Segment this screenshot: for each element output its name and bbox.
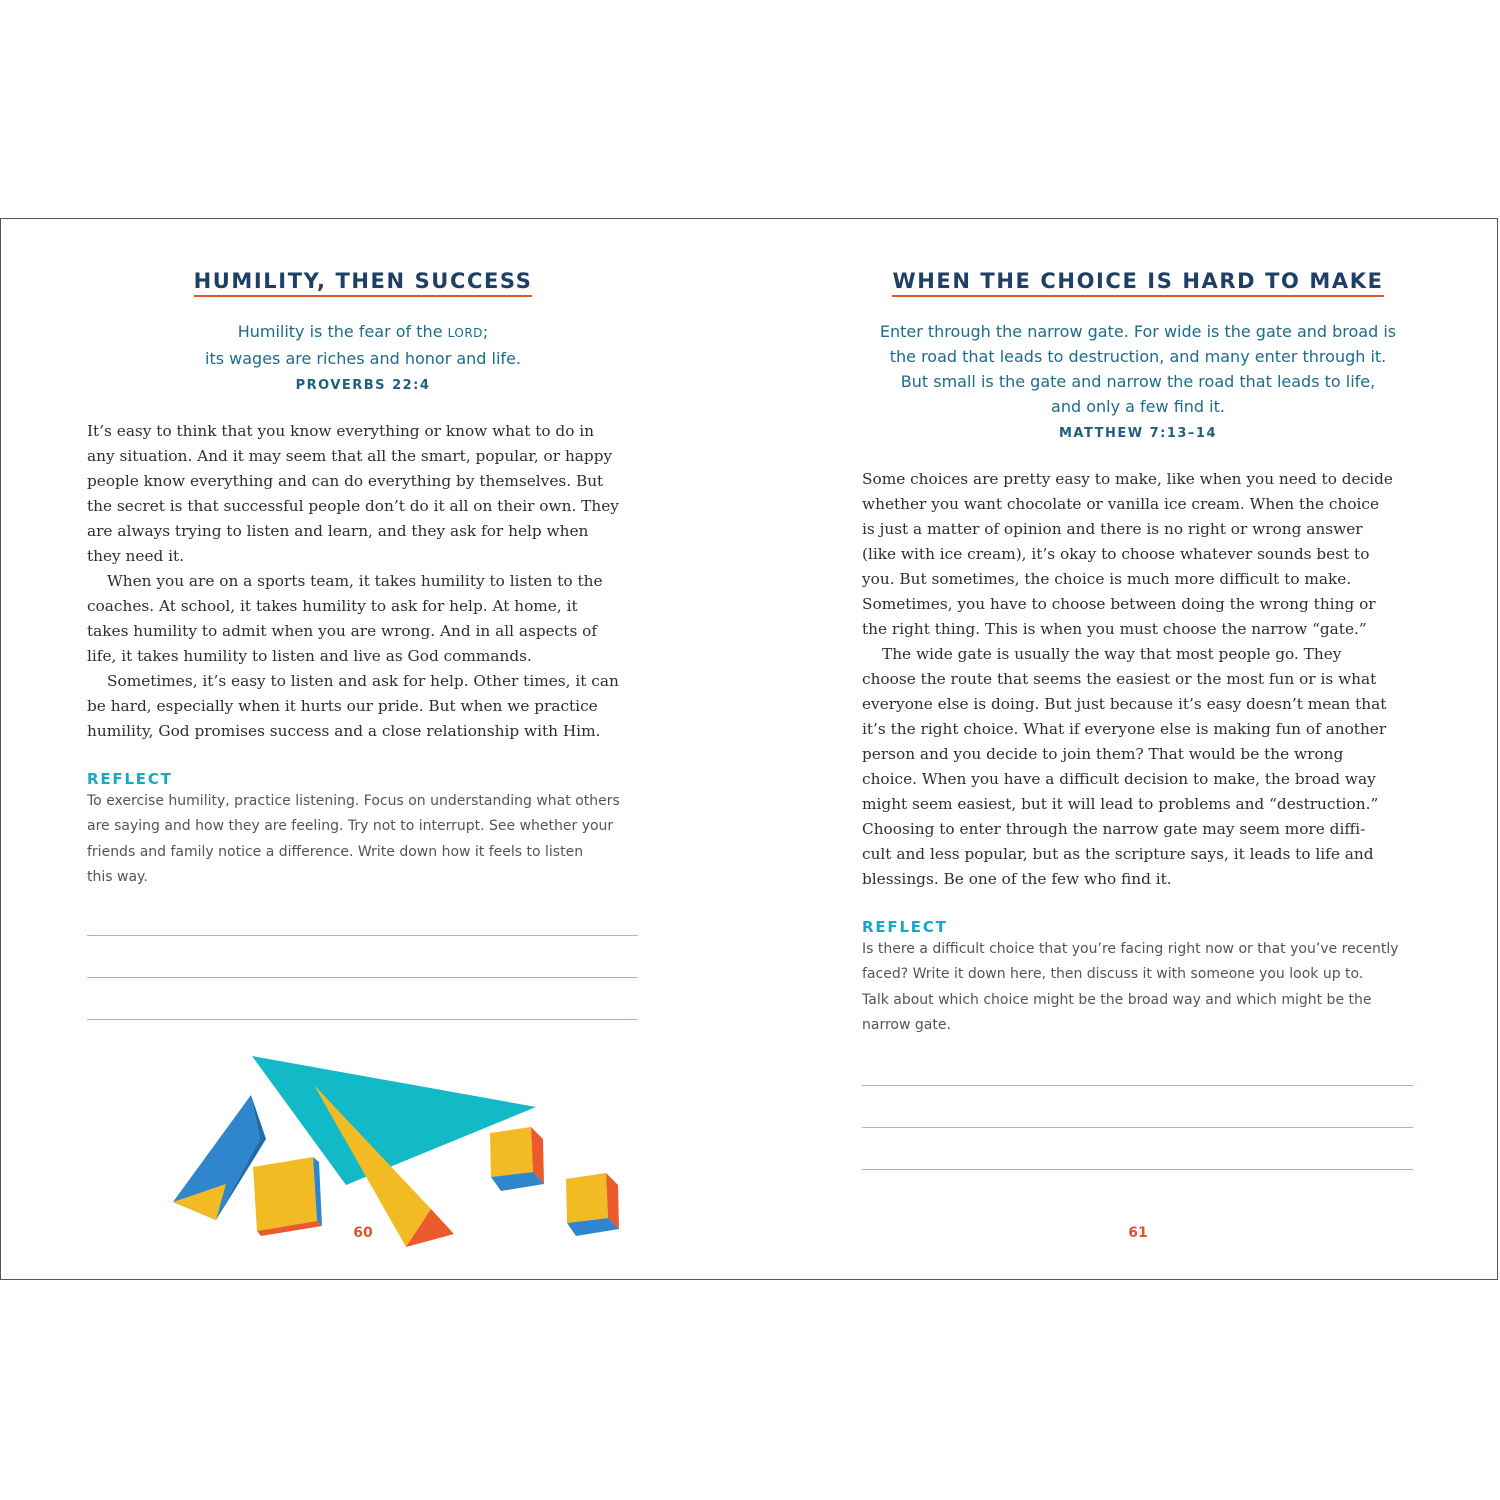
body-line: takes humility to admit when you are wrong. And in all aspects of xyxy=(87,622,598,640)
right-verse-line: Enter through the narrow gate. For wide is the gate and broad is xyxy=(879,322,1397,341)
body-line: you. But sometimes, the choice is much more difficult to make. xyxy=(862,570,1352,588)
body-line: It’s easy to think that you know everything or know what to do in xyxy=(87,422,595,440)
body-line: Sometimes, it’s easy to listen and ask for help. Other times, it can xyxy=(107,672,619,690)
page-number-right: 61 xyxy=(1128,1225,1148,1241)
reflect-line: To exercise humility, practice listening. Focus on understanding what others xyxy=(87,793,620,809)
right-writing-lines xyxy=(862,1085,1413,1211)
body-line: might seem easiest, but it will lead to problems and “destruction.” xyxy=(862,795,1379,813)
body-line: cult and less popular, but as the scripture says, it leads to life and xyxy=(862,845,1374,863)
body-line: people know everything and can do everything by themselves. But xyxy=(87,472,604,490)
body-line: is just a matter of opinion and there is no right or wrong answer xyxy=(862,520,1363,538)
body-line: humility, God promises success and a close relationship with Him. xyxy=(87,722,601,740)
right-verse-line: the road that leads to destruction, and many enter through it. xyxy=(889,347,1387,366)
left-verse-line: Humility is the fear of the LORD; xyxy=(237,322,489,341)
page-number-left: 60 xyxy=(353,1225,373,1241)
left-verse-reference: PROVERBS 22:4 xyxy=(295,378,431,393)
right-reflect-heading: REFLECT xyxy=(862,918,948,936)
writing-line[interactable] xyxy=(862,1169,1413,1170)
body-line: everyone else is doing. But just because it’s easy doesn’t mean that xyxy=(862,695,1387,713)
body-line: (like with ice cream), it’s okay to choose whatever sounds best to xyxy=(862,545,1370,563)
small-cube-shape xyxy=(490,1127,533,1177)
body-line: Sometimes, you have to choose between doing the wrong thing or xyxy=(862,595,1376,613)
body-line: it’s the right choice. What if everyone else is making fun of another xyxy=(862,720,1387,738)
body-line: choose the route that seems the easiest or the most fun or is what xyxy=(862,670,1377,688)
yellow-cube-shape xyxy=(253,1157,317,1231)
left-reflect-heading: REFLECT xyxy=(87,770,173,788)
right-reflect-prompt xyxy=(862,937,1414,1038)
right-page xyxy=(862,219,1414,1279)
body-line: the right thing. This is when you must choose the narrow “gate.” xyxy=(862,620,1367,638)
reflect-line: faced? Write it down here, then discuss it with someone you look up to. xyxy=(862,966,1364,983)
body-line: any situation. And it may seem that all the smart, popular, or happy xyxy=(87,447,613,465)
body-line: whether you want chocolate or vanilla ice cream. When the choice xyxy=(862,495,1380,513)
reflect-line: are saying and how they are feeling. Try not to interrupt. See whether your xyxy=(87,818,614,835)
right-page-title: WHEN THE CHOICE IS HARD TO MAKE xyxy=(892,269,1383,297)
writing-line[interactable] xyxy=(862,1085,1413,1086)
left-verse-line: its wages are riches and honor and life. xyxy=(205,349,521,368)
body-line: they need it. xyxy=(87,547,185,565)
book-spread xyxy=(0,218,1498,1280)
small-cube-shape xyxy=(566,1173,608,1223)
right-verse-line: But small is the gate and narrow the road that leads to life, xyxy=(900,372,1376,391)
body-line: the secret is that successful people don’t do it all on their own. They xyxy=(87,497,619,515)
reflect-line: Is there a difficult choice that you’re facing right now or that you’ve recently xyxy=(862,941,1399,957)
body-line: choice. When you have a difficult decision to make, the broad way xyxy=(862,770,1376,788)
body-line: Some choices are pretty easy to make, like when you need to decide xyxy=(862,470,1393,488)
body-line: When you are on a sports team, it takes humility to listen to the xyxy=(107,572,603,590)
reflect-line: this way. xyxy=(87,868,148,885)
reflect-line: Talk about which choice might be the broad way and which might be the xyxy=(862,991,1372,1008)
right-verse-reference: MATTHEW 7:13–14 xyxy=(1058,426,1218,441)
right-verse xyxy=(862,319,1414,419)
body-line: coaches. At school, it takes humility to ask for help. At home, it xyxy=(87,597,578,615)
left-page-title: HUMILITY, THEN SUCCESS xyxy=(194,269,533,297)
writing-line[interactable] xyxy=(862,1127,1413,1128)
body-line: life, it takes humility to listen and live as God commands. xyxy=(87,647,532,665)
right-body-text xyxy=(862,467,1414,892)
body-line: The wide gate is usually the way that most people go. They xyxy=(882,645,1342,663)
body-line: person and you decide to join them? That would be the wrong xyxy=(862,745,1344,763)
right-verse-line: and only a few find it. xyxy=(1051,397,1225,416)
body-line: are always trying to listen and learn, and they ask for help when xyxy=(87,522,589,540)
body-line: blessings. Be one of the few who find it. xyxy=(862,870,1172,888)
reflect-line: friends and family notice a difference. Write down how it feels to listen xyxy=(87,843,584,860)
body-line: Choosing to enter through the narrow gate may seem more diffi- xyxy=(862,820,1366,838)
reflect-line: narrow gate. xyxy=(862,1016,951,1033)
body-line: be hard, especially when it hurts our pride. But when we practice xyxy=(87,697,598,715)
